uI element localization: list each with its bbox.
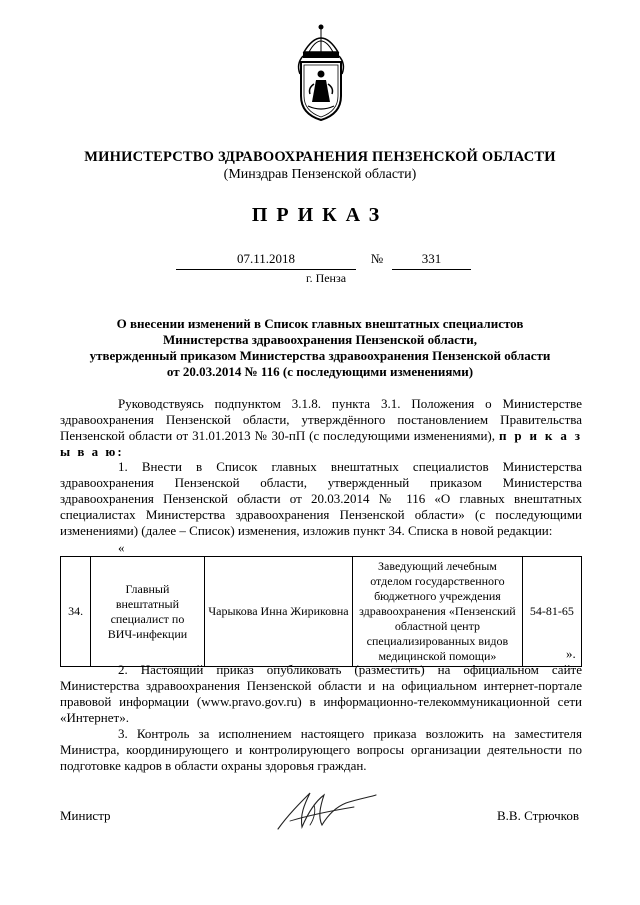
- handwritten-signature-icon: [270, 785, 380, 835]
- signatory-title: Министр: [60, 808, 111, 823]
- paragraph-item-3: 3. Контроль за исполнением настоящего приказа возложить на заместителя Министра, координирующего и контролирующего вопросы организации деятельности по подготовке кадров в области охраны здоровья граждан.: [60, 726, 582, 773]
- paragraph-item-1: 1. Внести в Список главных внештатных специалистов Министерства здравоохранения Пензенской области, утвержденный приказом Министерства здравоохранения Пензенской области от 20.03.2014 № 116 «О главных внештатных специалистах Министерства здравоохранения Пензенской области» (с последующими изменениями) (далее – Список) изменения, изложив пункт 34. Списка в новой редакции:: [60, 459, 582, 538]
- paragraph-preamble: [60, 396, 582, 460]
- row-position: Главный внештатный специалист по ВИЧ-инфекции: [91, 557, 205, 667]
- document-type-title: ПРИКАЗ: [251, 204, 389, 226]
- subject-line-3: утвержденный приказом Министерства здравоохранения Пензенской области: [89, 348, 551, 363]
- table-row: [61, 557, 582, 667]
- ministry-short-name: (Минздрав Пензенской области): [223, 167, 417, 182]
- order-subject: [60, 316, 580, 380]
- number-sign: №: [370, 251, 384, 266]
- row-full-name: Чарыкова Инна Жириковна: [204, 557, 352, 667]
- prikazyvayu-label: п р и к а з ы в а ю:: [60, 428, 582, 459]
- signatory-name: В.В. Стрючков: [497, 808, 579, 823]
- ministry-name: МИНИСТЕРСТВО ЗДРАВООХРАНЕНИЯ ПЕНЗЕНСКОЙ ОБЛАСТИ: [84, 149, 556, 165]
- quote-close: ».: [566, 646, 576, 661]
- quote-open: «: [118, 540, 125, 555]
- order-date: 07.11.2018: [176, 251, 356, 270]
- subject-line-2: Министерства здравоохранения Пензенской области,: [162, 332, 478, 347]
- preamble-text: Руководствуясь подпунктом 3.1.8. пункта 3.1. Положения о Министерстве здравоохранения Пензенской области, утверждённого постановлением Правительства Пензенской области от 31.01.2013 № 30-пП (с последующими изменениями),: [60, 396, 582, 443]
- paragraph-item-2: 2. Настоящий приказ опубликовать (разместить) на официальном сайте Министерства здравоохранения Пензенской области и на официальном интернет-портале правовой информации (www.pravo.gov.ru) в информационно-телекоммуникационной сети «Интернет».: [60, 662, 582, 725]
- order-number: 331: [392, 251, 471, 270]
- city-label: г. Пенза: [306, 271, 347, 285]
- row-workplace: Заведующий лечебным отделом государственного бюджетного учреждения здравоохранения «Пензенский областной центр специализированных видов медицинской помощи»: [353, 557, 522, 667]
- coat-of-arms-icon: [290, 22, 352, 122]
- specialist-table: [60, 556, 582, 667]
- row-phone: 54-81-65: [522, 557, 581, 667]
- row-number: 34.: [61, 557, 91, 667]
- subject-line-1: О внесении изменений в Список главных внештатных специалистов: [116, 316, 524, 331]
- subject-line-4: от 20.03.2014 № 116 (с последующими изменениями): [166, 364, 474, 379]
